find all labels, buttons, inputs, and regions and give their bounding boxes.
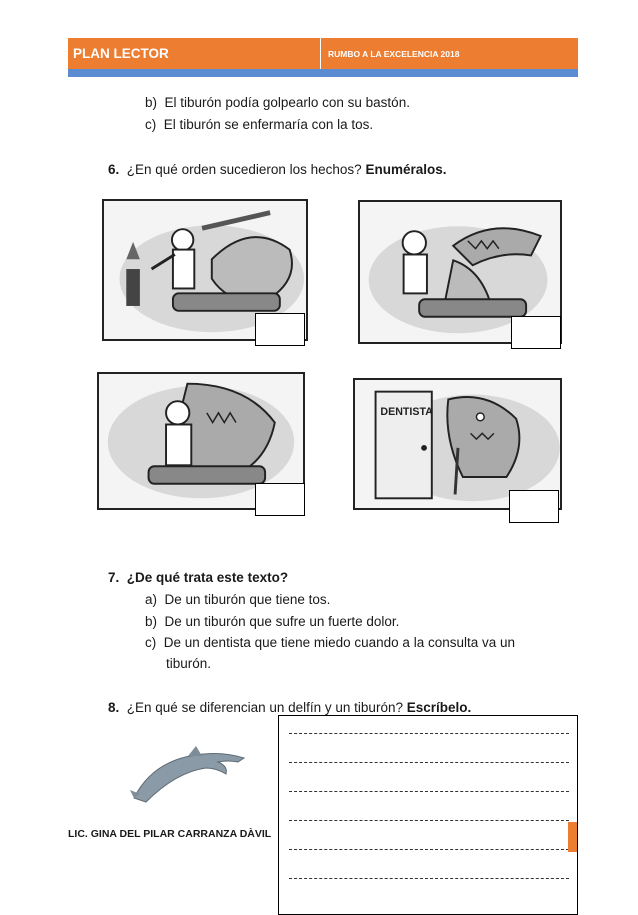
order-box-2[interactable] [511,316,561,349]
question-number: 6. [108,162,120,177]
header-stripe [68,69,578,77]
header-title: PLAN LECTOR [68,38,321,69]
question-instruction: Enuméralos. [365,162,447,177]
question-text: ¿De qué trata este texto? [126,570,289,585]
door-sign: DENTISTA [380,405,433,418]
question-number: 7. [108,570,120,585]
option-text: De un tiburón que sufre un fuerte dolor. [164,614,400,629]
option-a [145,592,330,607]
option-letter: c) [145,117,157,132]
question-instruction: Escríbelo. [406,700,472,715]
option-letter: b) [145,614,158,629]
option-text: De un tiburón que tiene tos. [164,592,331,607]
question-text: ¿En qué orden sucedieron los hechos? [126,162,362,177]
option-letter: b) [145,95,158,110]
question-text: ¿En qué se diferencian un delfín y un tiburón? [126,700,403,715]
order-box-3[interactable] [255,483,305,516]
option-letter: c) [145,635,157,650]
option-letter: a) [145,592,158,607]
writing-line [289,762,569,763]
option-c [145,635,515,650]
option-text: El tiburón se enfermaría con la tos. [163,117,374,132]
order-box-4[interactable] [509,490,559,523]
option-c-prev [145,117,373,132]
answer-writing-box[interactable] [278,715,578,915]
option-c-continuation [166,656,211,671]
question-number: 8. [108,700,120,715]
option-text: El tiburón podía golpearlo con su bastón. [164,95,410,110]
page-header [68,38,578,69]
writing-line [289,733,569,734]
order-box-1[interactable] [255,313,305,346]
question-6 [108,162,446,177]
header-subtitle: RUMBO A LA EXCELENCIA 2018 [328,48,460,59]
writing-line [289,820,569,821]
option-b-prev [145,95,410,110]
writing-line [289,849,569,850]
option-text: tiburón. [166,656,212,671]
writing-line [289,878,569,879]
option-text: De un dentista que tiene miedo cuando a la consulta va un [163,635,516,650]
footer-author: LIC. GINA DEL PILAR CARRANZA DÀVIL [68,828,272,840]
footer-accent [568,822,577,852]
dolphin-image [128,742,248,804]
dentist-shark-illustration-4 [355,380,560,508]
question-7 [108,570,288,585]
question-8 [108,700,471,715]
option-b [145,614,399,629]
writing-line [289,791,569,792]
